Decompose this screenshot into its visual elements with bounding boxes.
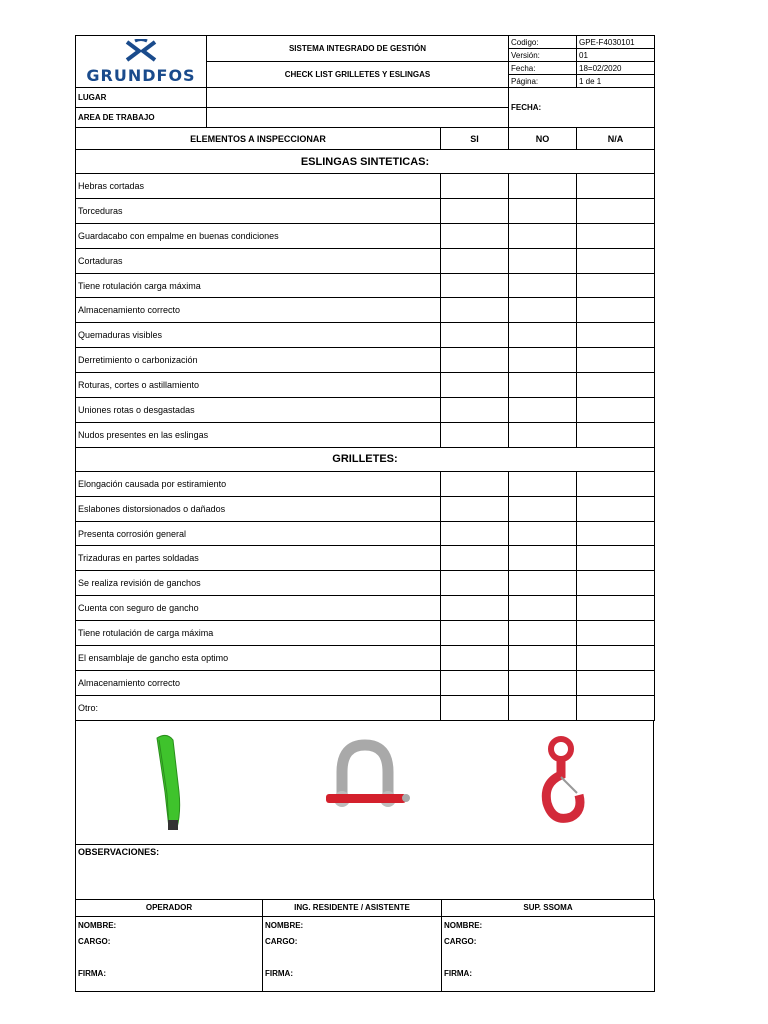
check-cell-no[interactable]: [509, 223, 577, 248]
check-cell-si[interactable]: [441, 223, 509, 248]
check-cell-si[interactable]: [441, 248, 509, 273]
check-cell-na[interactable]: [577, 571, 655, 596]
checklist-item-label: Roturas, cortes o astillamiento: [76, 373, 441, 398]
checklist-item-label: Cuenta con seguro de gancho: [76, 596, 441, 621]
checklist-row: [76, 174, 655, 199]
check-cell-si[interactable]: [441, 471, 509, 496]
checklist-row: [76, 521, 655, 546]
check-cell-na[interactable]: [577, 422, 655, 447]
check-cell-na[interactable]: [577, 298, 655, 323]
check-cell-no[interactable]: [509, 571, 577, 596]
meta-value-codigo: GPE-F4030101: [577, 36, 655, 49]
checklist-row: [76, 298, 655, 323]
check-cell-si[interactable]: [441, 596, 509, 621]
signature-role-sup-ssoma: SUP. SSOMA: [442, 899, 655, 916]
check-cell-no[interactable]: [509, 422, 577, 447]
check-cell-na[interactable]: [577, 695, 655, 720]
nombre-label: NOMBRE:: [265, 920, 304, 930]
check-cell-na[interactable]: [577, 373, 655, 398]
meta-value-pagina: 1 de 1: [577, 75, 655, 88]
check-cell-no[interactable]: [509, 248, 577, 273]
checklist-row: [76, 273, 655, 298]
check-cell-no[interactable]: [509, 670, 577, 695]
check-cell-no[interactable]: [509, 323, 577, 348]
checklist-item-label: Tiene rotulación de carga máxima: [76, 621, 441, 646]
check-cell-no[interactable]: [509, 348, 577, 373]
check-cell-na[interactable]: [577, 198, 655, 223]
checklist-row: [76, 223, 655, 248]
checklist-item-label: Derretimiento o carbonización: [76, 348, 441, 373]
check-cell-no[interactable]: [509, 298, 577, 323]
meta-label-fecha: Fecha:: [509, 62, 577, 75]
checklist-row: [76, 198, 655, 223]
check-cell-no[interactable]: [509, 546, 577, 571]
check-cell-si[interactable]: [441, 373, 509, 398]
checklist-item-label: Torceduras: [76, 198, 441, 223]
checklist-item-label: Tiene rotulación carga máxima: [76, 273, 441, 298]
check-cell-si[interactable]: [441, 422, 509, 447]
fecha-label: FECHA:: [509, 88, 655, 128]
column-header-row: [76, 128, 655, 150]
checklist-table: [75, 127, 655, 721]
check-cell-no[interactable]: [509, 198, 577, 223]
check-cell-no[interactable]: [509, 273, 577, 298]
checklist-row: [76, 695, 655, 720]
check-cell-si[interactable]: [441, 198, 509, 223]
shackle-image: [320, 737, 410, 827]
nombre-label: NOMBRE:: [78, 920, 117, 930]
checklist-item-label: Cortaduras: [76, 248, 441, 273]
check-cell-na[interactable]: [577, 621, 655, 646]
hook-image: [531, 735, 591, 830]
checklist-row: [76, 670, 655, 695]
section-header: [76, 150, 655, 174]
lugar-label: LUGAR: [76, 88, 207, 108]
checklist-item-label: Guardacabo con empalme en buenas condiciones: [76, 223, 441, 248]
firma-label: FIRMA:: [78, 968, 106, 978]
checklist-item-label: Eslabones distorsionados o dañados: [76, 496, 441, 521]
firma-label: FIRMA:: [265, 968, 293, 978]
system-name: SISTEMA INTEGRADO DE GESTIÓN: [207, 36, 509, 62]
check-cell-no[interactable]: [509, 521, 577, 546]
check-cell-si[interactable]: [441, 323, 509, 348]
check-cell-no[interactable]: [509, 596, 577, 621]
checklist-item-label: Elongación causada por estiramiento: [76, 471, 441, 496]
checklist-row: [76, 571, 655, 596]
check-cell-no[interactable]: [509, 646, 577, 671]
check-cell-si[interactable]: [441, 621, 509, 646]
section-title: GRILLETES:: [76, 447, 655, 471]
check-cell-no[interactable]: [509, 174, 577, 199]
checklist-item-label: Quemaduras visibles: [76, 323, 441, 348]
check-cell-si[interactable]: [441, 670, 509, 695]
check-cell-no[interactable]: [509, 398, 577, 423]
cargo-label: CARGO:: [444, 936, 477, 946]
column-si: SI: [441, 128, 509, 150]
images-cell: [76, 720, 654, 844]
page-title: CHECK LIST GRILLETES Y ESLINGAS: [207, 62, 509, 88]
checklist-row: [76, 596, 655, 621]
check-cell-no[interactable]: [509, 621, 577, 646]
check-cell-na[interactable]: [577, 596, 655, 621]
check-cell-si[interactable]: [441, 521, 509, 546]
checklist-item-label: El ensamblaje de gancho esta optimo: [76, 646, 441, 671]
checklist-item-label: Se realiza revisión de ganchos: [76, 571, 441, 596]
check-cell-na[interactable]: [577, 670, 655, 695]
column-elements: ELEMENTOS A INSPECCIONAR: [76, 128, 441, 150]
checklist-item-label: Almacenamiento correcto: [76, 298, 441, 323]
check-cell-na[interactable]: [577, 646, 655, 671]
check-cell-na[interactable]: [577, 496, 655, 521]
check-cell-si[interactable]: [441, 348, 509, 373]
check-cell-si[interactable]: [441, 695, 509, 720]
checklist-item-label: Uniones rotas o desgastadas: [76, 398, 441, 423]
check-cell-na[interactable]: [577, 398, 655, 423]
checklist-row: [76, 348, 655, 373]
check-cell-na[interactable]: [577, 546, 655, 571]
observations-field[interactable]: [76, 844, 654, 899]
check-cell-si[interactable]: [441, 273, 509, 298]
checklist-item-label: Nudos presentes en las eslingas: [76, 422, 441, 447]
cargo-label: CARGO:: [78, 936, 111, 946]
checklist-row: [76, 471, 655, 496]
lugar-field[interactable]: [207, 88, 509, 108]
checklist-sheet: [75, 35, 654, 992]
check-cell-no[interactable]: [509, 471, 577, 496]
check-cell-no[interactable]: [509, 496, 577, 521]
check-cell-no[interactable]: [509, 373, 577, 398]
signature-block-operador[interactable]: [76, 916, 263, 991]
check-cell-na[interactable]: [577, 223, 655, 248]
signature-block-sup-ssoma[interactable]: [442, 916, 655, 991]
checklist-row: [76, 546, 655, 571]
cargo-label: CARGO:: [265, 936, 298, 946]
signature-block-ing-residente[interactable]: [263, 916, 442, 991]
meta-label-version: Versión:: [509, 49, 577, 62]
header-table: [75, 35, 655, 88]
meta-label-codigo: Codigo:: [509, 36, 577, 49]
observations-label: OBSERVACIONES:: [78, 846, 160, 857]
checklist-row: [76, 398, 655, 423]
check-cell-na[interactable]: [577, 323, 655, 348]
info-table: [75, 87, 655, 128]
area-label: AREA DE TRABAJO: [76, 108, 207, 128]
firma-label: FIRMA:: [444, 968, 472, 978]
check-cell-no[interactable]: [509, 695, 577, 720]
checklist-item-label: Almacenamiento correcto: [76, 670, 441, 695]
signature-role-ing-residente: ING. RESIDENTE / ASISTENTE: [263, 899, 442, 916]
check-cell-si[interactable]: [441, 546, 509, 571]
check-cell-na[interactable]: [577, 348, 655, 373]
synthetic-sling-image: [139, 732, 199, 832]
checklist-row: [76, 646, 655, 671]
images-table: [75, 720, 654, 900]
check-cell-si[interactable]: [441, 496, 509, 521]
nombre-label: NOMBRE:: [444, 920, 483, 930]
check-cell-si[interactable]: [441, 571, 509, 596]
meta-label-pagina: Página:: [509, 75, 577, 88]
check-cell-na[interactable]: [577, 471, 655, 496]
checklist-row: [76, 621, 655, 646]
brand-name: GRUNDFOS: [86, 65, 196, 85]
signature-role-operador: OPERADOR: [76, 899, 263, 916]
checklist-item-label: Otro:: [76, 695, 441, 720]
section-header: [76, 447, 655, 471]
checklist-item-label: Trizaduras en partes soldadas: [76, 546, 441, 571]
checklist-row: [76, 323, 655, 348]
logo: [76, 36, 207, 88]
check-cell-na[interactable]: [577, 248, 655, 273]
column-no: NO: [509, 128, 577, 150]
check-cell-si[interactable]: [441, 646, 509, 671]
meta-value-version: 01: [577, 49, 655, 62]
check-cell-si[interactable]: [441, 298, 509, 323]
meta-value-fecha: 18=02/2020: [577, 62, 655, 75]
section-title: ESLINGAS SINTETICAS:: [76, 150, 655, 174]
checklist-row: [76, 422, 655, 447]
check-cell-na[interactable]: [577, 273, 655, 298]
check-cell-si[interactable]: [441, 398, 509, 423]
checklist-row: [76, 496, 655, 521]
checklist-row: [76, 248, 655, 273]
grundfos-logo-icon: [121, 39, 161, 63]
check-cell-na[interactable]: [577, 174, 655, 199]
checklist-item-label: Presenta corrosión general: [76, 521, 441, 546]
area-field[interactable]: [207, 108, 509, 128]
checklist-item-label: Hebras cortadas: [76, 174, 441, 199]
check-cell-na[interactable]: [577, 521, 655, 546]
checklist-row: [76, 373, 655, 398]
column-na: N/A: [577, 128, 655, 150]
signature-table: [75, 899, 655, 992]
check-cell-si[interactable]: [441, 174, 509, 199]
